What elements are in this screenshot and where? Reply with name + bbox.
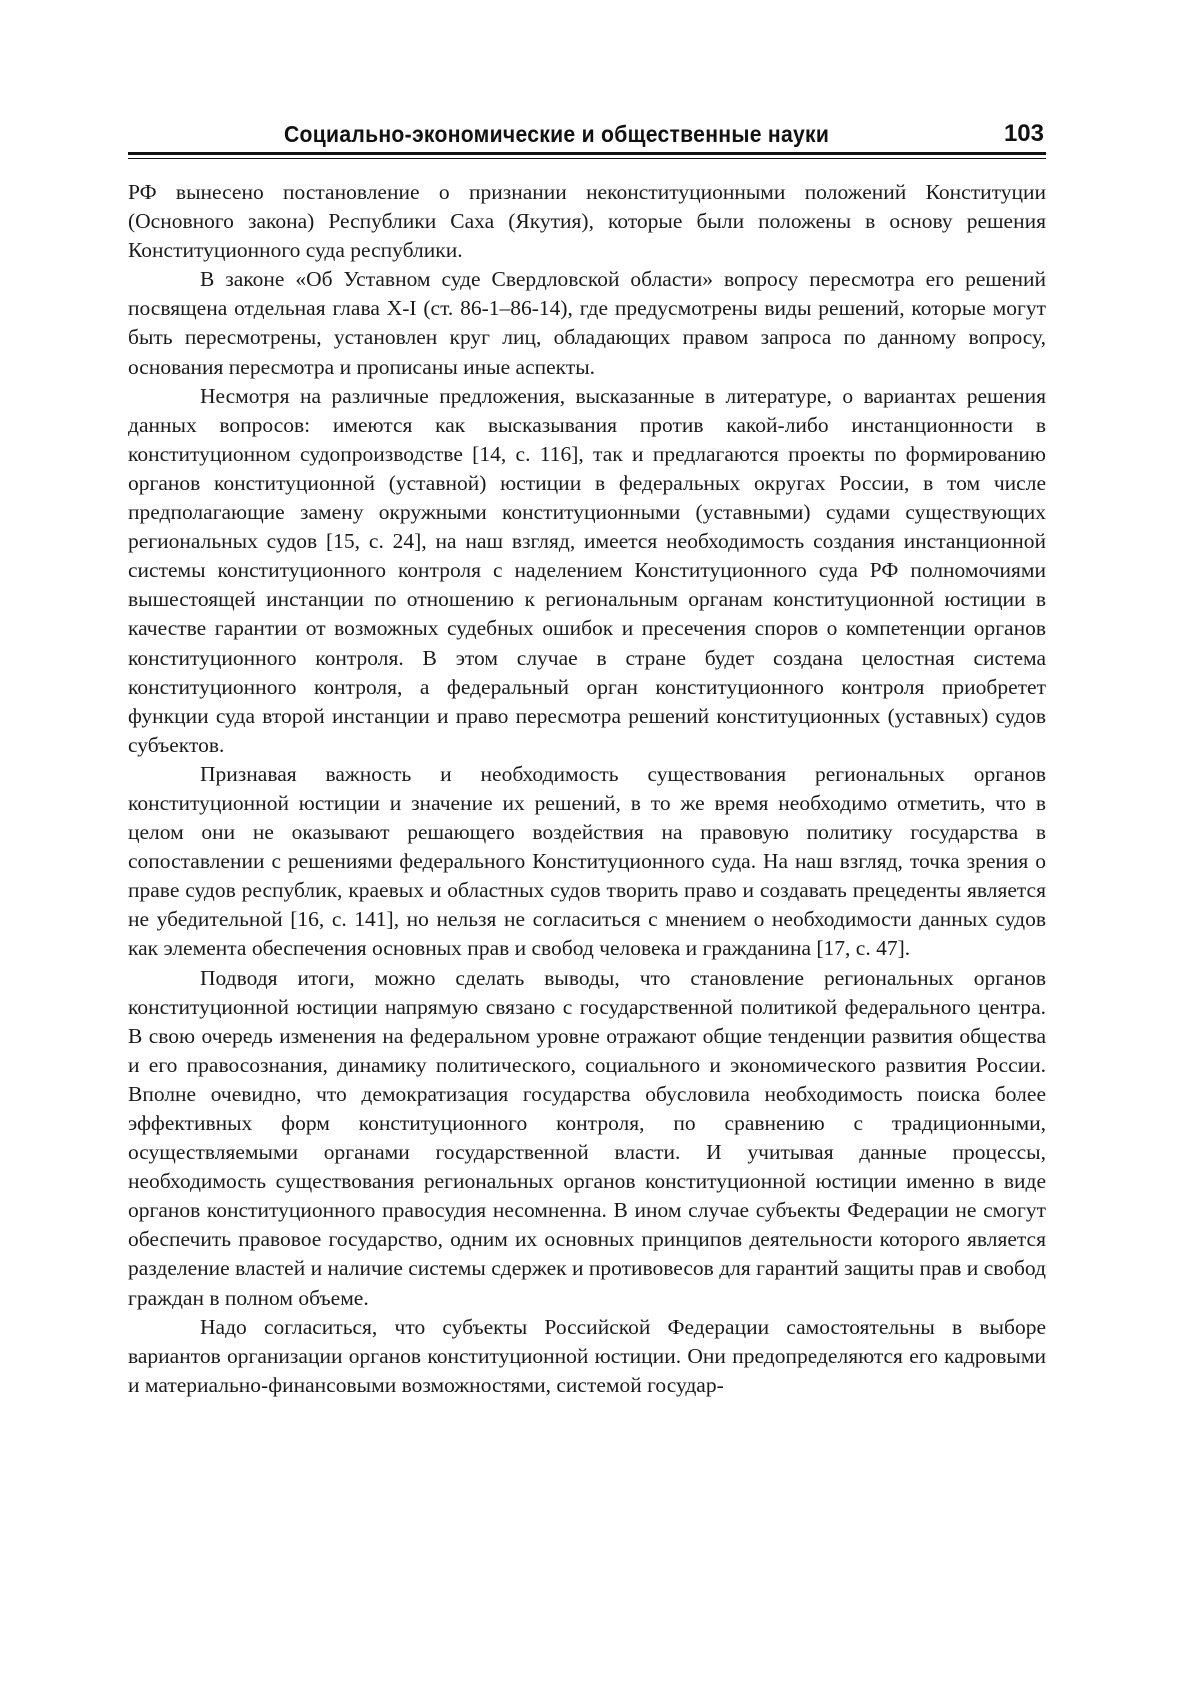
header-rule-thick: [128, 152, 1046, 155]
paragraph: Надо согласиться, что субъекты Российской Федерации самостоятельны в выборе вариантов организации органов конституционной юстиции. Они предопределяются его кадровыми и материально-финансовыми возможностями, системой государ-: [128, 1314, 1046, 1397]
paragraph-continuation: РФ вынесено постановление о признании неконституционными положений Конституции (Основного закона) Республики Саха (Якутия), которые были положены в основу решения Конституционного суда республики.: [128, 180, 1046, 263]
running-header-section-title: Социально-экономические и общественные науки: [284, 121, 830, 147]
paragraph: Признавая важность и необходимость существования региональных органов конституционной юстиции и значение их решений, в то же время необходимо отметить, что в целом они не оказывают решающего воздействия на правовую политику государства в сопоставлении с решениями федерального Конституционного суда. На наш взгляд, точка зрения о праве судов республик, краевых и областных судов творить право и создавать прецеденты является не убедительной [16, с. 141], но нельзя не согласиться с мнением о необходимости данных судов как элемента обеспечения основных прав и свобод человека и гражданина [17, с. 47].: [128, 761, 1046, 961]
paragraph: В законе «Об Уставном суде Свердловской области» вопросу пересмотра его решений посвящена отдельная глава X-I (ст. 86-1–86-14), где предусмотрены виды решений, которые могут быть пересмотрены, установлен круг лиц, обладающих правом запроса по данному вопросу, основания пересмотра и прописаны иные аспекты.: [128, 267, 1046, 379]
running-header: [128, 120, 1046, 150]
page-number: 103: [1003, 120, 1044, 147]
body-text: [128, 178, 1046, 1400]
paragraph: Подводя итоги, можно сделать выводы, что становление региональных органов конституционной юстиции напрямую связано с государственной политикой федерального центра. В свою очередь изменения на федеральном уровне отражают общие тенденции развития общества и его правосознания, динамику политического, социального и экономического развития России. Вполне очевидно, что демократизация государства обусловила необходимость поиска более эффективных форм конституционного контроля, по сравнению с традиционными, осуществляемыми органами государственной власти. И учитывая данные процессы, необходимость существования региональных органов конституционной юстиции именно в виде органов конституционного правосудия несомненна. В ином случае субъекты Федерации не смогут обеспечить правовое государство, одним их основных принципов деятельности которого является разделение властей и наличие системы сдержек и противовесов для гарантий защиты прав и свобод граждан в полном объеме.: [128, 965, 1046, 1310]
paragraph: Несмотря на различные предложения, высказанные в литературе, о вариантах решения данных вопросов: имеются как высказывания против какой-либо инстанционности в конституционном судопроизводстве [14, с. 116], так и предлагаются проекты по формированию органов конституционной (уставной) юстиции в федеральных округах России, в том числе предполагающие замену окружными конституционными (уставными) судами существующих региональных судов [15, с. 24], на наш взгляд, имеется необходимость создания инстанционной системы конституционного контроля с наделением Конституционного суда РФ полномочиями вышестоящей инстанции по отношению к региональным органам конституционной юстиции в качестве гарантии от возможных судебных ошибок и пресечения споров о компетенции органов конституционного контроля. В этом случае в стране будет создана целостная система конституционного контроля, а федеральный орган конституционного контроля приобретет функции суда второй инстанции и право пересмотра решений конституционных (уставных) судов субъектов.: [128, 383, 1046, 757]
header-rule-thin: [128, 158, 1046, 159]
